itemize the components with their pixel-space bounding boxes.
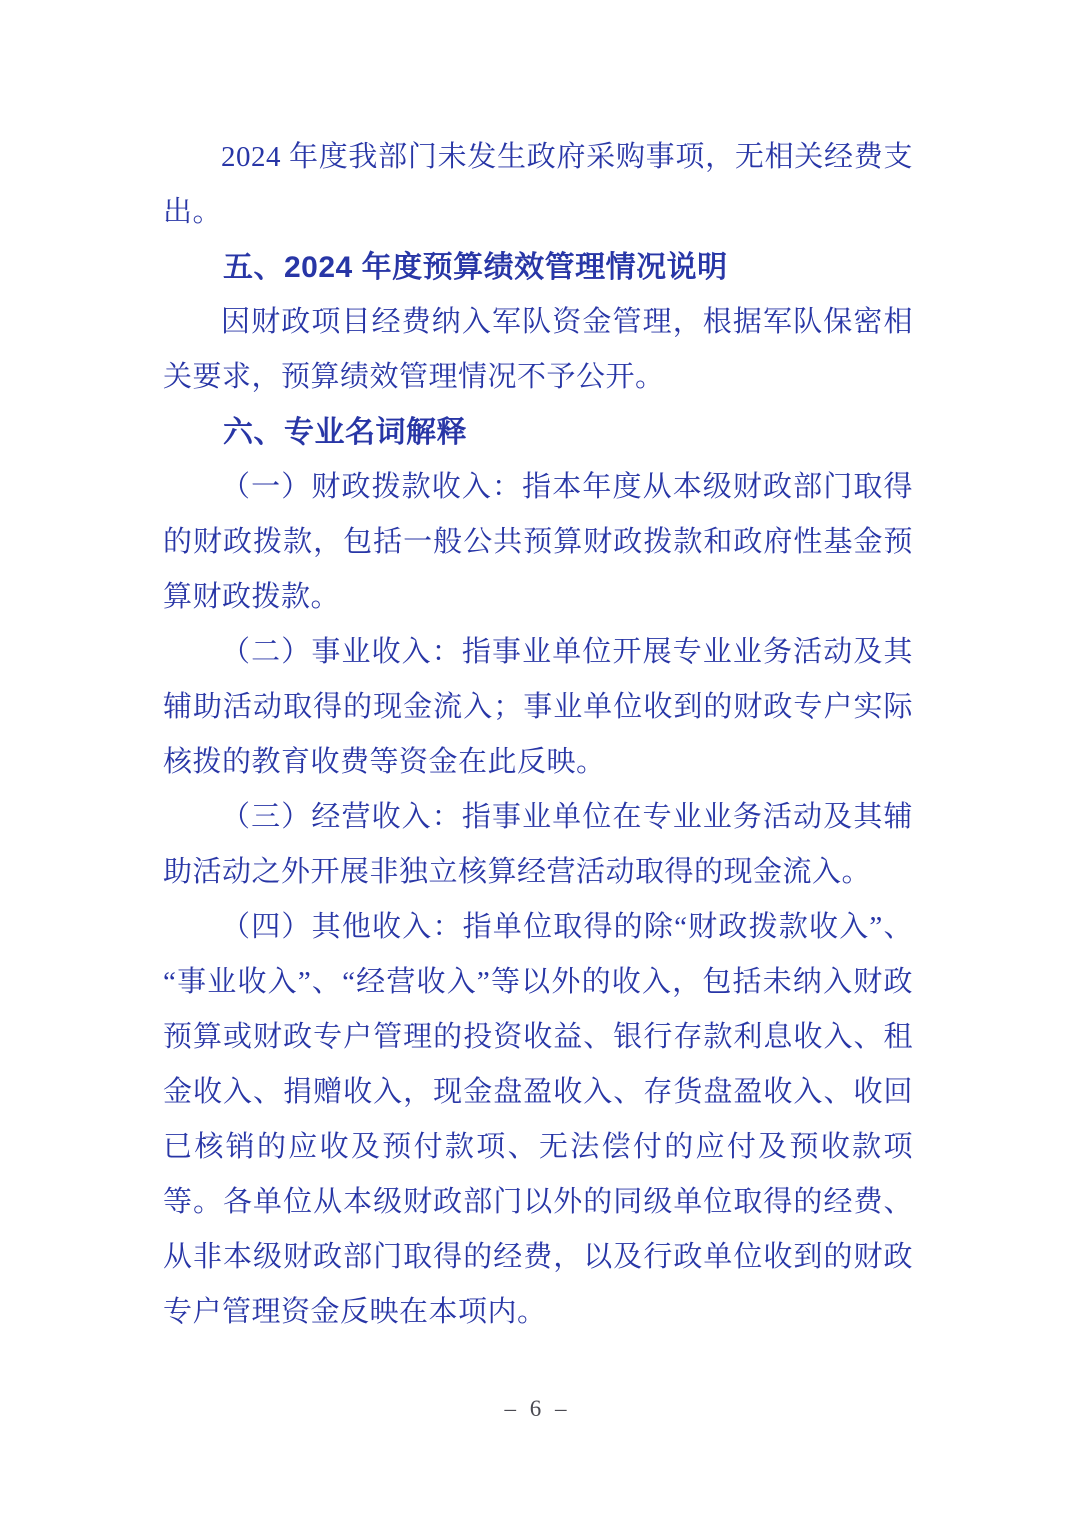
paragraph-term-operating-income: （三）经营收入：指事业单位在专业业务活动及其辅助活动之外开展非独立核算经营活动取得的现金流入。 — [163, 801, 913, 888]
page-number: – 6 – — [504, 1396, 571, 1421]
document-body — [163, 130, 913, 1340]
section-heading-budget-performance: 五、2024 年度预算绩效管理情况说明 — [223, 251, 728, 284]
paragraph-term-other-income: （四）其他收入：指单位取得的除“财政拨款收入”、“事业收入”、“经营收入”等以外的收入，包括未纳入财政预算或财政专户管理的投资收益、银行存款利息收入、租金收入、捐赠收入，现金盘盈收入、存货盘盈收入、收回已核销的应收及预付款项、无法偿付的应付及预收款项等。各单位从本级财政部门以外的同级单位取得的经费、从非本级财政部门取得的经费，以及行政单位收到的财政专户管理资金反映在本项内。 — [163, 911, 913, 1328]
paragraph-term-fiscal-appropriation-income: （一）财政拨款收入：指本年度从本级财政部门取得的财政拨款，包括一般公共预算财政拨款和政府性基金预算财政拨款。 — [163, 471, 913, 613]
section-heading-glossary: 六、专业名词解释 — [223, 416, 467, 449]
paragraph-term-business-income: （二）事业收入：指事业单位开展专业业务活动及其辅助活动取得的现金流入；事业单位收到的财政专户实际核拨的教育收费等资金在此反映。 — [163, 636, 913, 778]
paragraph-performance-statement: 因财政项目经费纳入军队资金管理，根据军队保密相关要求，预算绩效管理情况不予公开。 — [163, 306, 913, 393]
paragraph-procurement-statement: 2024 年度我部门未发生政府采购事项，无相关经费支出。 — [163, 141, 913, 228]
